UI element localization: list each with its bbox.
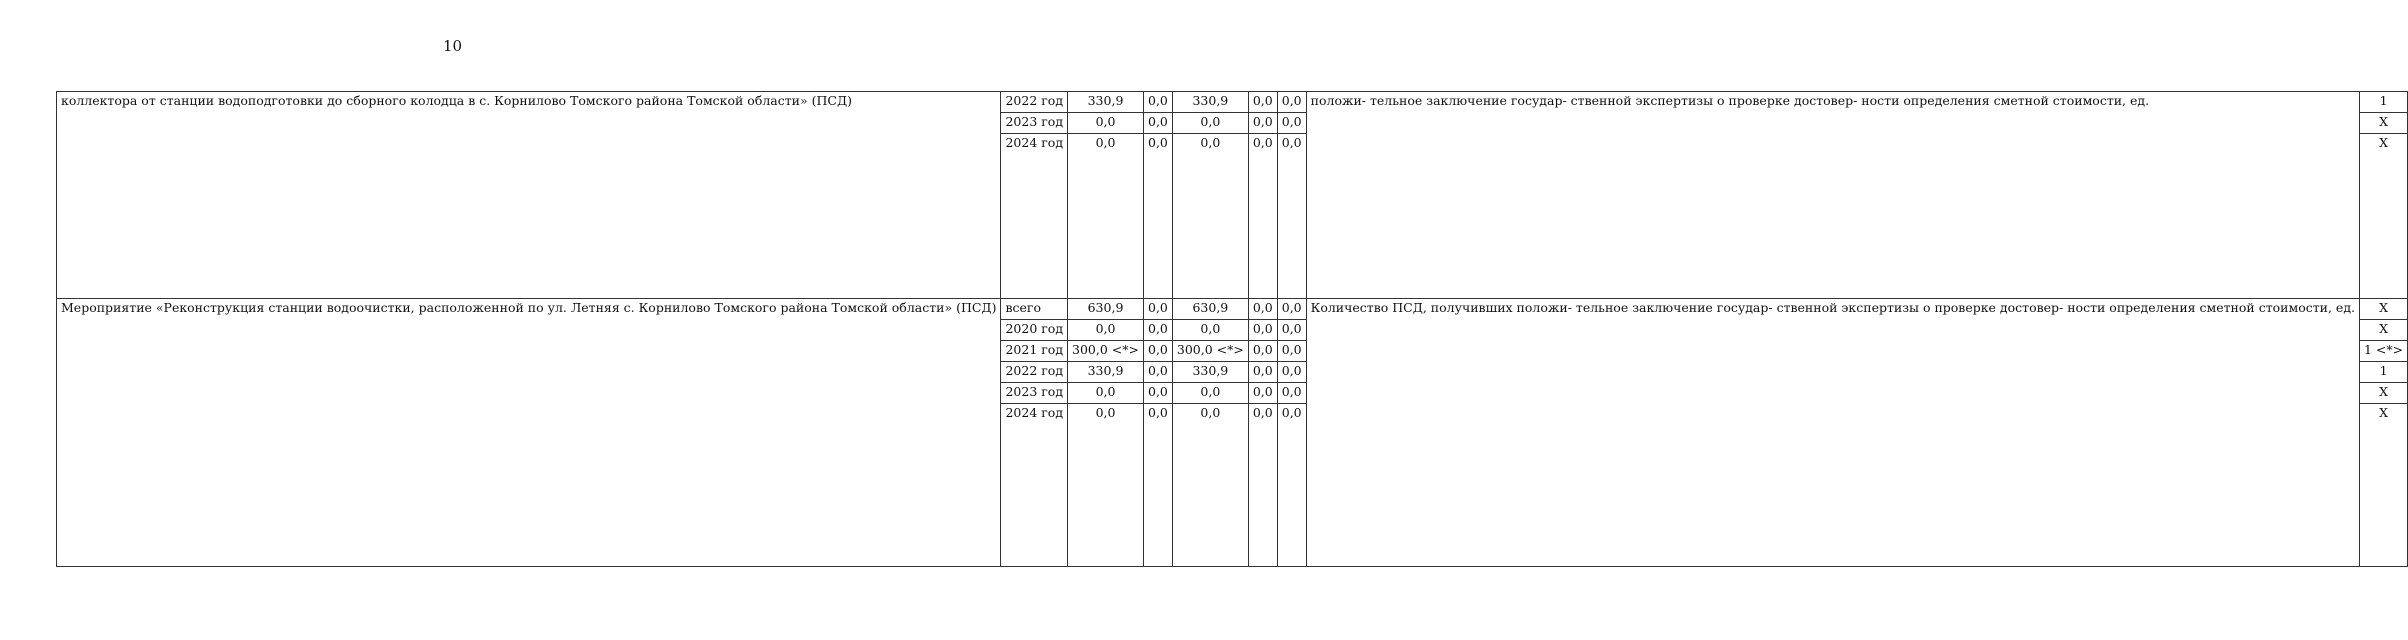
year-cell: 2022 год [1001, 362, 1068, 383]
regional-value: 330,9 [1172, 362, 1248, 383]
target-value: 1 [2360, 92, 2408, 113]
local-value: 0,0 [1248, 92, 1277, 113]
regional-value: 330,9 [1172, 92, 1248, 113]
total-value: 630,9 [1068, 299, 1144, 320]
federal-value: 0,0 [1144, 404, 1173, 567]
event-description: Мероприятие «Реконструкция станции водоочистки, расположенной по ул. Летняя с. Корнилово Томского района Томской области» (ПСД) [57, 299, 1001, 567]
federal-value: 0,0 [1144, 299, 1173, 320]
local-value: 0,0 [1248, 113, 1277, 134]
year-cell: 2020 год [1001, 320, 1068, 341]
target-value: Х [2360, 320, 2408, 341]
local-value: 0,0 [1248, 383, 1277, 404]
other-value: 0,0 [1277, 341, 1306, 362]
total-value: 0,0 [1068, 134, 1144, 299]
year-cell: 2023 год [1001, 113, 1068, 134]
regional-value: 0,0 [1172, 113, 1248, 134]
total-value: 0,0 [1068, 320, 1144, 341]
local-value: 0,0 [1248, 341, 1277, 362]
federal-value: 0,0 [1144, 341, 1173, 362]
other-value: 0,0 [1277, 113, 1306, 134]
program-table [56, 91, 2408, 567]
table-row [57, 299, 2408, 320]
other-value: 0,0 [1277, 92, 1306, 113]
other-value: 0,0 [1277, 383, 1306, 404]
event-description: коллектора от станции водоподготовки до сборного колодца в с. Корнилово Томского района Томской области» (ПСД) [57, 92, 1001, 299]
target-value: Х [2360, 134, 2408, 299]
total-value: 330,9 [1068, 92, 1144, 113]
year-cell: 2023 год [1001, 383, 1068, 404]
federal-value: 0,0 [1144, 320, 1173, 341]
total-value: 300,0 <*> [1068, 341, 1144, 362]
total-value: 330,9 [1068, 362, 1144, 383]
total-value: 0,0 [1068, 404, 1144, 567]
regional-value: 0,0 [1172, 134, 1248, 299]
regional-value: 300,0 <*> [1172, 341, 1248, 362]
target-value: Х [2360, 113, 2408, 134]
target-value: Х [2360, 383, 2408, 404]
other-value: 0,0 [1277, 134, 1306, 299]
federal-value: 0,0 [1144, 92, 1173, 113]
year-cell: 2021 год [1001, 341, 1068, 362]
local-value: 0,0 [1248, 320, 1277, 341]
page-number: 10 [442, 37, 463, 55]
regional-value: 0,0 [1172, 383, 1248, 404]
year-cell: всего [1001, 299, 1068, 320]
target-value: 1 [2360, 362, 2408, 383]
federal-value: 0,0 [1144, 134, 1173, 299]
regional-value: 0,0 [1172, 320, 1248, 341]
indicator-description: положи- тельное заключение государ- ственной экспертизы о проверке достовер- ности определения сметной стоимости, ед. [1306, 92, 2359, 299]
total-value: 0,0 [1068, 113, 1144, 134]
other-value: 0,0 [1277, 299, 1306, 320]
total-value: 0,0 [1068, 383, 1144, 404]
local-value: 0,0 [1248, 134, 1277, 299]
target-value: Х [2360, 404, 2408, 567]
local-value: 0,0 [1248, 362, 1277, 383]
federal-value: 0,0 [1144, 113, 1173, 134]
federal-value: 0,0 [1144, 383, 1173, 404]
target-value: Х [2360, 299, 2408, 320]
target-value: 1 <*> [2360, 341, 2408, 362]
federal-value: 0,0 [1144, 362, 1173, 383]
other-value: 0,0 [1277, 404, 1306, 567]
other-value: 0,0 [1277, 362, 1306, 383]
local-value: 0,0 [1248, 404, 1277, 567]
year-cell: 2022 год [1001, 92, 1068, 113]
regional-value: 0,0 [1172, 404, 1248, 567]
year-cell: 2024 год [1001, 404, 1068, 567]
table-row [57, 92, 2408, 113]
other-value: 0,0 [1277, 320, 1306, 341]
local-value: 0,0 [1248, 299, 1277, 320]
year-cell: 2024 год [1001, 134, 1068, 299]
indicator-description: Количество ПСД, получивших положи- тельное заключение государ- ственной экспертизы о проверке достовер- ности определения сметной стоимости, ед. [1306, 299, 2359, 567]
regional-value: 630,9 [1172, 299, 1248, 320]
